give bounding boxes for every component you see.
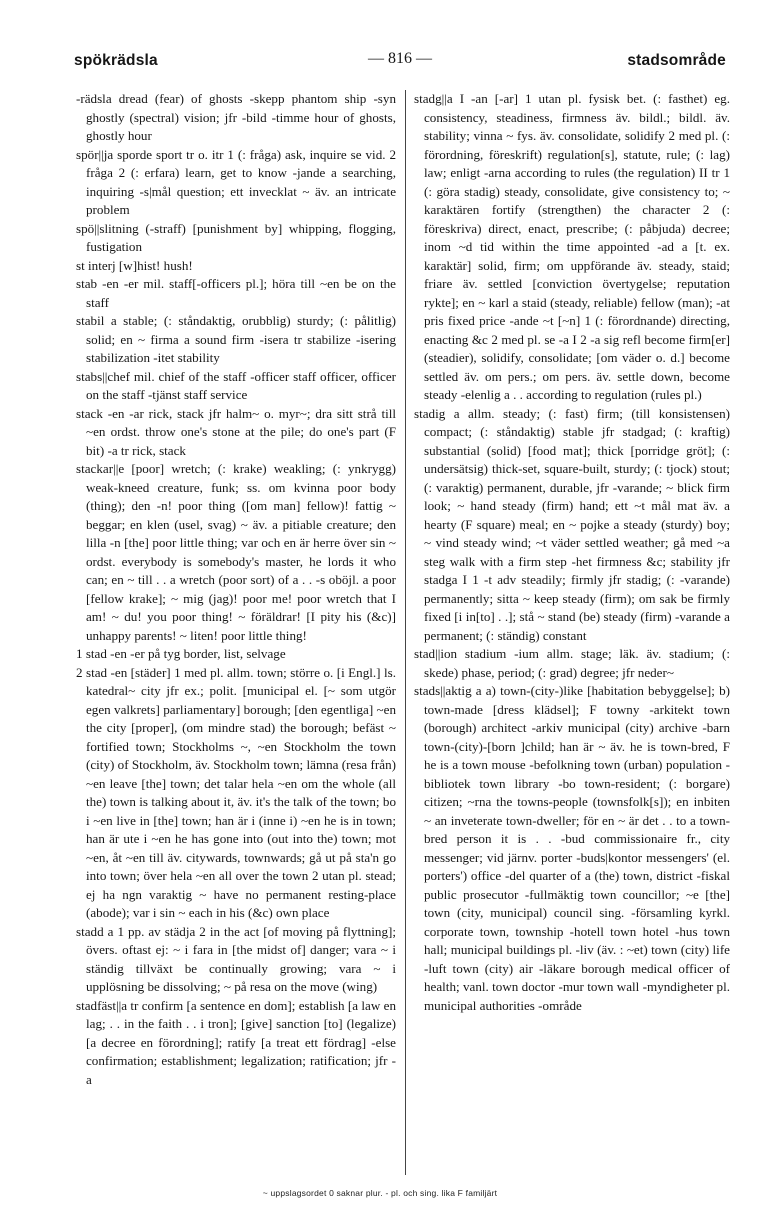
dictionary-entry: stadg||a I -an [-ar] 1 utan pl. fysisk bet. (: fasthet) eg. consistency, steadiness, firmness äv. bildl.; bildl. äv. stability; vinna ~ fys. äv. consolidate, solidify 2 med pl. (: förordning, föreskrift) regulation[s], statute, rule; (: lag) law; enligt -arna according to rules (the regulation) II tr 1 (: göra stadig) steady, consolidate, give consistency to; ~ karaktären fortify (strengthen) the character 2 (: föreskriva) direct, enact, prescribe; (: påbjuda) decree; inom ~d tid within the time appointed -ad a [t. ex. karaktär] solid, firm; om uppförande äv. steady, staid; friare äv. settled [conviction övertygelse; reputation rykte]; en ~ karl a staid (steady, reliable) fellow (man); -at pris fixed price -ande ~t [~n] 1 (: förordnande) directing, enacting &c 2 med pl. se -a I 2 -a sig refl become firm[er] (steadier), solidify, consolidate; [om väder o. d.] become settled äv. om pers.; om pers. äv. settle down, become steady -elenlig a . . according to regulation (rules pl.)	[414, 91, 730, 402]
header-first-headword: spökrädsla	[74, 52, 158, 69]
dictionary-entry: spö||slitning (-straff) [punishment by] whipping, flogging, fustigation	[76, 220, 396, 254]
right-column	[414, 90, 730, 1015]
page-header	[74, 52, 726, 76]
left-column	[76, 90, 396, 1089]
dictionary-entry: spör||ja sporde sport tr o. itr 1 (: fråga) ask, inquire se vid. 2 fråga 2 (: erfara) learn, get to know -jande a searching, inquiring -s|mål question; ett invecklat ~ äv. an intricate problem	[76, 146, 396, 217]
dictionary-entry: stadfäst||a tr confirm [a sentence en dom]; establish [a law en lag; . . in the faith . . i tron]; [give] sanction [to] (legalize) [a decree en förordning]; ratify [a treat ett fördrag] -else confirmation; establishment; legalization; ratification; jfr -a	[76, 997, 396, 1087]
header-last-headword: stadsområde	[627, 52, 726, 69]
dictionary-entry: stad||ion stadium -ium allm. stage; läk. äv. stadium; (: skede) phase, period; (: grad) degree; jfr neder~	[414, 646, 730, 680]
abbreviation-legend: ~ uppslagsordet 0 saknar plur. - pl. och sing. lika F familjärt	[262, 1188, 498, 1198]
dictionary-entry: stack -en -ar rick, stack jfr halm~ o. myr~; dra sitt strå till ~en ordst. throw one's stone at the pile; do one's part (F bit) -a tr rick, stack	[76, 405, 396, 458]
dictionary-entry: 2 stad -en [städer] 1 med pl. allm. town; större o. [i Engl.] ls. katedral~ city jfr ex.; polit. [municipal el. [~ som utgör egen valkrets] parliamentary] borough; [den egentliga] ~en the city [proper], (om mindre stad) the borough; befäst ~ fortified town; Stockholms ~, ~en Stockholm the town (city) of Stockholm, äv. Stockholm town; lämna (resa från) ~en leave [the] town; det talar hela ~en om the whole (all the) town is talking about it, äv. it's the talk of the town; bo i ~en live in [the] town; han är i (inne i) ~en he is in town; han är ute i ~en he has gone into (out into the) town; mot ~en, åt ~en till äv. citywards, townwards; gå ut på sta'n go into town; över hela ~en all over the town 2 utan pl. stead; ej ha ngn varaktig ~ have no permanent resting-place (abode); var i sin ~ each in his (&c) own place	[76, 664, 396, 920]
dictionary-entry: stadd a 1 pp. av städja 2 in the act [of moving på flyttning]; övers. oftast ej: ~ i fara in [the midst of] danger; vara ~ i ständig tillväxt be continually growing; vara ~ i upplösning be dissolving; ~ på resa on the move (wing)	[76, 923, 396, 994]
dictionary-entry: stads||aktig a a) town-(city-)like [habitation bebyggelse]; b) town-made [dress klädsel]; F towny -arkitekt town (borough) architect -arkiv municipal (city) archive -barn town-(city)-[born ]child; han är ~ äv. he is town-bred, F he is a town mouse -befolkning town (urban) population -bibliotek town library -bo town-resident; (: borgare) citizen; ~rna the towns-people (townsfolk[s]); en inbiten ~ an inveterate town-dweller; för en ~ är det . . to a town-bred person it is . . -bud commissionaire fr., city messenger; vid järnv. porter -buds|kontor messengers' (el. porters') office -del quarter of a (the) town, district -fiskal public prosecutor -fullmäktig town councillor; ~e [the] town (city, municipal) council sing. -församling kyrkl. corporate town, township -hotell town hotel -hus town hall; municipal buildings pl. -liv (äv. : ~et) town (city) life -luft town (city) air -läkare borough medical officer of health; vanl. town doctor -mur town wall -myndigheter pl. municipal authorities -område	[414, 683, 730, 1013]
dictionary-entry: stabs||chef mil. chief of the staff -officer staff officer, officer on the staff -tjänst staff service	[76, 368, 396, 402]
dictionary-entry: -rädsla dread (fear) of ghosts -skepp phantom ship -syn ghostly (spectral) vision; jfr -bild -timme hour of ghosts, ghostly hour	[76, 91, 396, 143]
dictionary-entry: 1 stad -en -er på tyg border, list, selvage	[76, 646, 286, 661]
page-number: — 816 —	[368, 50, 432, 67]
dictionary-entry: stabil a stable; (: ståndaktig, orubblig) sturdy; (: pålitlig) solid; en ~ firma a sound firm -isera tr stabilize -isering stabilization -itet stability	[76, 313, 396, 365]
dictionary-entry: stadig a allm. steady; (: fast) firm; (till konsistensen) compact; (: ståndaktig) stable jfr stadgad; (: kraftig) substantial (solid) [food mat]; thick [porridge gröt]; (: undersätsig) thick-set, square-built, sturdy; (: tjock) stout; (: varaktig) permanent, durable, jfr -varande; ~ blick firm look; ~ hand steady (firm) hand; ett ~t mål mat äv. a hearty (F square) meal; en ~ pojke a steady (sturdy) boy; ~ vind steady wind; ~t väder settled weather; gå med ~a steg walk with a firm step -het firmness &c; stability jfr stadga I 1 -t adv steadily; firmly jfr stadig; (: -varande) permanently; sitta ~ keep steady (firm); om sak be firmly fixed [i in[to] . .]; stå ~ stand (be) steady (firm) -varande a permanent; (: ständig) constant	[414, 405, 730, 643]
dictionary-entry: st interj [w]hist! hush!	[76, 257, 193, 273]
dictionary-entry: stab -en -er mil. staff[-officers pl.]; höra till ~en be on the staff	[76, 276, 396, 310]
dictionary-entry: stackar||e [poor] wretch; (: krake) weakling; (: ynkrygg) weak-kneed creature, funk; ss. om kvinna poor body (thing); den -n! poor thing ([om man] fellow)! fattig ~ beggar; en klen (usel, svag) ~ äv. a pitiable creature; den lilla -n [the] poor little thing; var och en är herre över sin ~ ordst. everybody is somebody's master, he lords it who can; en ~ till . . a wretch (poor sort) of a . . -s oböjl. a poor [fellow krake]; ~ mig (jag)! poor me! poor wretch that I am! ~ du! you poor thing! ~ föräldrar! [I pity his (&c)] unhappy parents! ~ liten! poor little thing!	[76, 461, 396, 643]
column-divider	[405, 90, 406, 1175]
